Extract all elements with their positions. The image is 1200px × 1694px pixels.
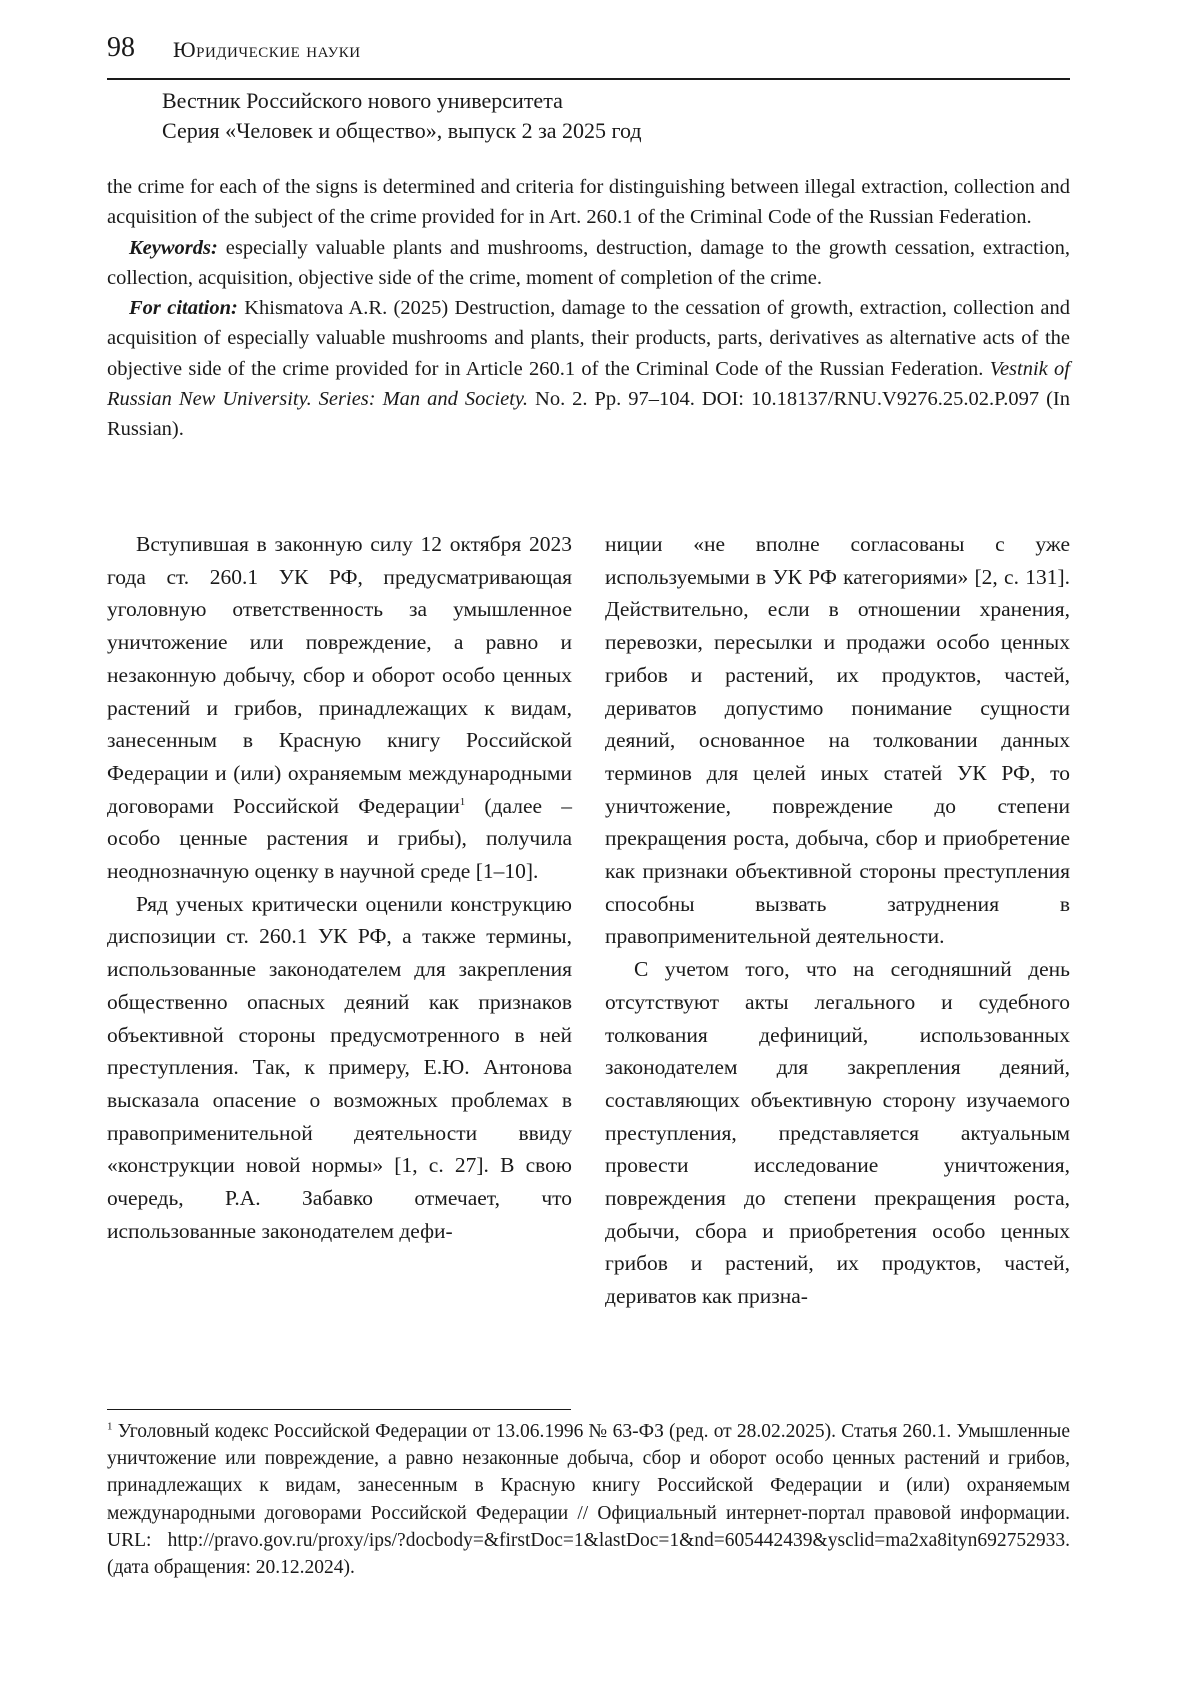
paragraph (107, 528, 572, 888)
journal-name: Вестник Российского нового университета (162, 88, 563, 113)
journal-series: Серия «Человек и общество», выпуск 2 за 2025 год (162, 118, 642, 143)
paragraph: ниции «не вполне согласованы с уже используемыми в УК РФ категориями» [2, с. 131]. Действительно, если в отношении хранения, перевозки, пересылки и продажи особо ценных грибов и растений, их продуктов, частей, дериватов допустимо понимание сущности деяний, основанное на толковании данных терминов для целей иных статей УК РФ, то уничтожение, повреждение до степени прекращения роста, добыча, сбор и приобретение как признаки объективной стороны преступления способны вызвать затруднения в правоприменительной деятельности. (605, 532, 1070, 949)
citation-details: No. 2. Pp. 97–104. DOI: 10.18137/RNU.V9276.25.02.P.097 (In Russian). (107, 388, 1071, 441)
citation-journal: Vestnik of Russian New University. Series: Man and Society. (107, 357, 1070, 411)
keywords-label: Keywords: (129, 236, 218, 259)
abstract-continuation: the crime for each of the signs is determined and criteria for distinguishing between illegal extraction, collection and acquisition of the subject of the crime provided for in Art. 260.1 of the Criminal Code of the Russian Federation. (107, 176, 1070, 229)
journal-info (162, 86, 642, 146)
citation (107, 293, 1070, 444)
citation-label: For citation: (129, 297, 238, 320)
running-header (107, 28, 1070, 80)
body-column-left (107, 528, 572, 1247)
paragraph-text: (далее – особо ценные растения и грибы), получила неоднозначную оценку в научной среде [1–10]. (107, 793, 572, 884)
paragraph-text: Вступившая в законную силу 12 октября 2023 года ст. 260.1 УК РФ, предусматривающая уголовную ответственность за умышленное уничтожение или повреждение, а равно и незаконную добычу, сбор и оборот особо ценных растений и грибов, принадлежащих к видам, занесенным в Красную книгу Российской Федерации и (или) охраняемым международными договорами Российской Федерации (107, 532, 572, 818)
paragraph: Ряд ученых критически оценили конструкцию диспозиции ст. 260.1 УК РФ, а также термины, использованные законодателем для закрепления общественно опасных деяний как признаков объективной стороны предусмотренного в ней преступления. Так, к примеру, Е.Ю. Антонова высказала опасение о возможных проблемах в правоприменительной деятельности ввиду «конструкции новой нормы» [1, с. 27]. В свою очередь, Р.А. Забавко отмечает, что использованные законодателем дефи- (107, 891, 572, 1243)
footnote-ref: 1 (459, 795, 466, 808)
footnote-text: Уголовный кодекс Российской Федерации от 13.06.1996 № 63-ФЗ (ред. от 28.02.2025). Статья 260.1. Умышленные уничтожение или повреждение, а равно незаконные добыча, сбор и оборот особо ценных растений и грибов, принадлежащих к видам, занесенным в Красную книгу Российской Федерации и (или) охраняемым международными договорами Российской Федерации // Официальный интернет-портал правовой информации. URL: http://pravo.gov.ru/proxy/ips/?docbody=&firstDoc=1&lastDoc=1&nd=605442439&ysclid=ma2xa8ityn692752933. (дата обращения: 20.12.2024). (107, 1421, 1070, 1579)
section-title: Юридические науки (173, 37, 361, 62)
english-abstract (107, 172, 1070, 445)
citation-text: Khismatova A.R. (2025) Destruction, damage to the cessation of growth, extraction, collection and acquisition of especially valuable mushrooms and plants, their products, parts, derivatives as alternative acts of the objective side of the crime provided for in Article 260.1 of the Criminal Code of the Russian Federation. (107, 297, 1070, 380)
page-number: 98 (107, 32, 135, 63)
keywords (107, 233, 1070, 294)
paragraph: С учетом того, что на сегодняшний день отсутствуют акты легального и судебного толкования дефиниций, использованных законодателем для закрепления деяний, составляющих объективную сторону изучаемого преступления, представляется актуальным провести исследование уничтожения, повреждения до степени прекращения роста, добычи, сбора и приобретения особо ценных грибов и растений, их продуктов, частей, дериватов как призна- (605, 957, 1070, 1309)
footnote-mark: 1 (107, 1420, 113, 1433)
footnote-divider (107, 1409, 571, 1410)
keywords-text: especially valuable plants and mushrooms, destruction, damage to the growth cessation, extraction, collection, acquisition, objective side of the crime, moment of completion of the crime. (107, 236, 1071, 289)
body-column-right (605, 528, 1070, 1313)
footnote (107, 1418, 1070, 1581)
